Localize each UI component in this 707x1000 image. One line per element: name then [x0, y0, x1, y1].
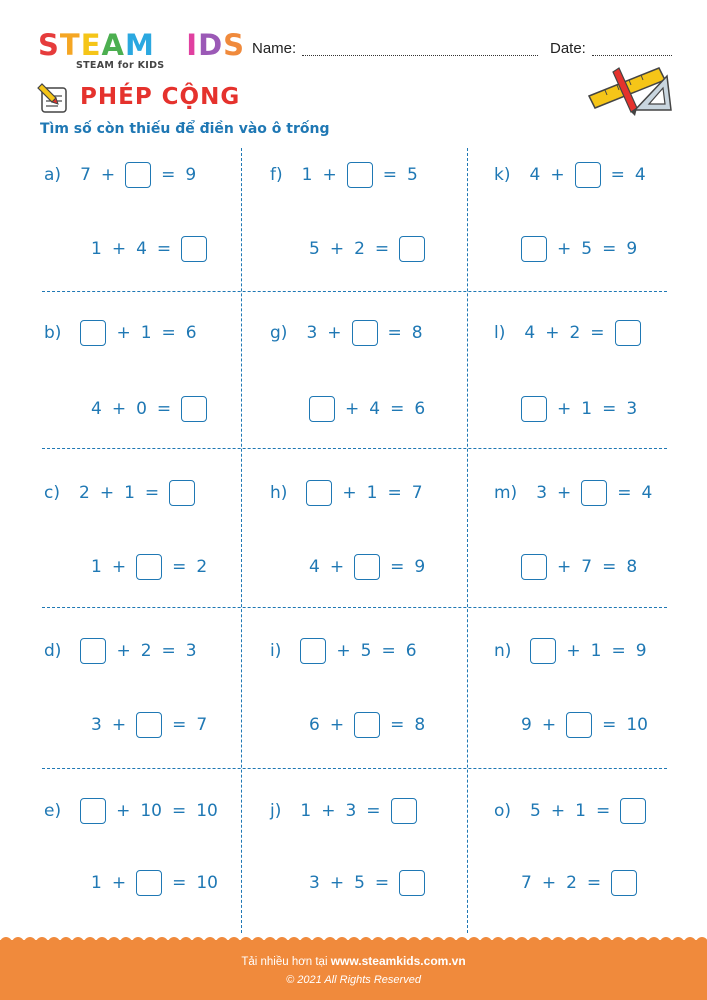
number: 1 [366, 483, 378, 503]
problem-label: a) [44, 165, 62, 185]
equals-sign: = [602, 557, 617, 577]
number: 10 [196, 801, 218, 821]
page-title: PHÉP CỘNG [80, 84, 241, 110]
number: 10 [196, 873, 218, 893]
plus-sign: + [111, 557, 127, 577]
equation-row [516, 234, 642, 264]
number: 2 [140, 641, 152, 661]
answer-box[interactable] [352, 320, 378, 346]
logo-letter: S [223, 28, 246, 62]
equals-sign: = [590, 323, 605, 343]
number: 1 [91, 557, 102, 577]
date-label: Date: [550, 40, 586, 57]
equation-row [44, 160, 201, 190]
problem-label: e) [44, 801, 62, 821]
answer-box[interactable] [575, 162, 601, 188]
answer-box[interactable] [354, 554, 380, 580]
problem-label: k) [494, 165, 511, 185]
number: 5 [309, 239, 320, 259]
equation-row [494, 796, 651, 826]
number: 3 [626, 399, 638, 419]
plus-sign: + [321, 801, 336, 821]
number: 0 [136, 399, 147, 419]
answer-box[interactable] [347, 162, 373, 188]
problem-label: f) [270, 165, 283, 185]
number: 5 [530, 801, 541, 821]
plus-sign: + [111, 715, 127, 735]
logo-letter: E [80, 28, 102, 62]
logo-letter: I [186, 28, 199, 62]
number: 4 [634, 165, 646, 185]
equals-sign: = [390, 399, 405, 419]
number: 1 [300, 801, 312, 821]
ruler-set-square-icon [585, 60, 675, 125]
equation-row [44, 478, 200, 508]
plus-sign: + [116, 801, 131, 821]
equation-row [44, 796, 223, 826]
equals-sign: = [171, 801, 187, 821]
answer-box[interactable] [530, 638, 556, 664]
answer-box[interactable] [181, 396, 207, 422]
equals-sign: = [586, 873, 602, 893]
equals-sign: = [366, 801, 381, 821]
number: 9 [185, 165, 197, 185]
equation-row [86, 868, 223, 898]
equals-sign: = [610, 165, 625, 185]
answer-box[interactable] [136, 870, 162, 896]
answer-box[interactable] [566, 712, 592, 738]
answer-box[interactable] [354, 712, 380, 738]
equation-row [270, 160, 423, 190]
number: 8 [414, 715, 426, 735]
problem-label: j) [270, 801, 282, 821]
instructions: Tìm số còn thiếu để điền vào ô trống [40, 121, 330, 137]
plus-sign: + [557, 483, 572, 503]
equals-sign: = [387, 323, 402, 343]
equals-sign: = [390, 557, 405, 577]
answer-box[interactable] [80, 320, 106, 346]
equals-sign: = [390, 715, 405, 735]
plus-sign: + [100, 165, 116, 185]
plus-sign: + [99, 483, 115, 503]
plus-sign: + [541, 873, 557, 893]
equation-row [270, 478, 428, 508]
number: 10 [626, 715, 648, 735]
number: 7 [196, 715, 208, 735]
equation-row [270, 318, 428, 348]
equation-row [304, 552, 430, 582]
plus-sign: + [342, 483, 357, 503]
answer-box[interactable] [306, 480, 332, 506]
number: 9 [414, 557, 426, 577]
problem-label: n) [494, 641, 512, 661]
number: 6 [185, 323, 197, 343]
equals-sign: = [172, 715, 187, 735]
number: 4 [524, 323, 536, 343]
answer-box[interactable] [620, 798, 646, 824]
equation-row [516, 552, 642, 582]
plus-sign: + [336, 641, 351, 661]
problem-label: o) [494, 801, 512, 821]
plus-sign: + [550, 165, 565, 185]
equals-sign: = [156, 239, 172, 259]
problem-label: d) [44, 641, 62, 661]
equation-row [270, 636, 422, 666]
plus-sign: + [116, 323, 131, 343]
number: 7 [411, 483, 423, 503]
answer-box[interactable] [391, 798, 417, 824]
equation-row [86, 234, 212, 264]
plus-sign: + [329, 239, 345, 259]
equation-row [494, 636, 652, 666]
number: 3 [91, 715, 102, 735]
logo-letter: T [59, 28, 81, 62]
date-field[interactable] [592, 55, 672, 56]
equals-sign: = [602, 399, 617, 419]
equals-sign: = [611, 641, 626, 661]
equals-sign: = [381, 641, 396, 661]
answer-box[interactable] [615, 320, 641, 346]
logo-letter: M [124, 28, 155, 62]
answer-box[interactable] [309, 396, 335, 422]
plus-sign: + [550, 801, 566, 821]
steam-kids-logo [38, 30, 245, 71]
plus-sign: + [329, 557, 345, 577]
logo-subtitle: STEAM for KIDS [76, 60, 165, 71]
number: 3 [306, 323, 318, 343]
number: 9 [521, 715, 532, 735]
equation-row [304, 394, 430, 424]
plus-sign: + [566, 641, 581, 661]
number: 7 [581, 557, 593, 577]
number: 9 [635, 641, 647, 661]
notepad-pencil-icon [36, 82, 76, 121]
number: 2 [196, 557, 208, 577]
equals-sign: = [602, 239, 617, 259]
plus-sign: + [557, 239, 572, 259]
equals-sign: = [156, 399, 172, 419]
equation-row [304, 868, 430, 898]
answer-box[interactable] [521, 396, 547, 422]
logo-title [38, 30, 245, 60]
number: 5 [581, 239, 593, 259]
equation-row [304, 234, 430, 264]
equation-row [516, 394, 642, 424]
number: 3 [345, 801, 357, 821]
footer-copyright: © 2021 All Rights Reserved [286, 974, 421, 986]
number: 3 [536, 483, 548, 503]
row-divider [42, 768, 667, 769]
equals-sign: = [387, 483, 402, 503]
name-label: Name: [252, 40, 297, 57]
plus-sign: + [545, 323, 560, 343]
number: 4 [641, 483, 653, 503]
number: 1 [590, 641, 602, 661]
equals-sign: = [161, 641, 176, 661]
number: 1 [301, 165, 313, 185]
number: 8 [411, 323, 423, 343]
equation-row [86, 394, 212, 424]
plus-sign: + [557, 399, 572, 419]
equals-sign: = [161, 165, 176, 185]
number: 2 [354, 239, 365, 259]
number: 4 [136, 239, 147, 259]
equation-row [304, 710, 430, 740]
problem-label: c) [44, 483, 60, 503]
number: 4 [91, 399, 102, 419]
number: 1 [581, 399, 593, 419]
number: 8 [626, 557, 638, 577]
number: 5 [354, 873, 365, 893]
equation-row [270, 796, 422, 826]
equation-row [494, 478, 657, 508]
logo-letter: S [38, 28, 60, 62]
answer-box[interactable] [80, 638, 106, 664]
equals-sign: = [144, 483, 160, 503]
column-divider [241, 148, 242, 933]
number: 4 [369, 399, 381, 419]
equals-sign: = [172, 873, 187, 893]
answer-box[interactable] [521, 554, 547, 580]
answer-box[interactable] [399, 236, 425, 262]
answer-box[interactable] [136, 554, 162, 580]
number: 4 [529, 165, 541, 185]
number: 9 [626, 239, 638, 259]
footer-link[interactable]: www.steamkids.com.vn [330, 954, 466, 968]
number: 6 [405, 641, 417, 661]
number: 2 [78, 483, 90, 503]
answer-box[interactable] [80, 798, 106, 824]
number: 1 [575, 801, 586, 821]
problem-label: h) [270, 483, 288, 503]
equation-row [494, 160, 651, 190]
equals-sign: = [617, 483, 632, 503]
number: 5 [406, 165, 418, 185]
number: 6 [309, 715, 320, 735]
plus-sign: + [327, 323, 342, 343]
plus-sign: + [541, 715, 557, 735]
logo-letter: K [162, 28, 187, 62]
equation-row [494, 318, 646, 348]
problem-label: i) [270, 641, 282, 661]
number: 3 [309, 873, 320, 893]
plus-sign: + [329, 715, 345, 735]
number: 7 [80, 165, 91, 185]
plus-sign: + [329, 873, 345, 893]
equals-sign: = [382, 165, 397, 185]
problem-label: g) [270, 323, 288, 343]
equals-sign: = [602, 715, 617, 735]
equation-row [44, 318, 202, 348]
name-field[interactable] [302, 55, 538, 56]
footer-prefix: Tải nhiều hơn tại [241, 956, 328, 968]
equation-row [516, 868, 642, 898]
problem-label: b) [44, 323, 62, 343]
equals-sign: = [161, 323, 176, 343]
equation-row [44, 636, 202, 666]
plus-sign: + [111, 399, 127, 419]
plus-sign: + [557, 557, 572, 577]
plus-sign: + [111, 239, 127, 259]
number: 5 [360, 641, 372, 661]
number: 4 [309, 557, 320, 577]
answer-box[interactable] [181, 236, 207, 262]
equals-sign: = [374, 239, 390, 259]
equation-row [86, 552, 212, 582]
logo-letter: D [198, 28, 224, 62]
equation-row [86, 710, 212, 740]
number: 7 [521, 873, 532, 893]
equals-sign: = [374, 873, 390, 893]
row-divider [42, 448, 667, 449]
number: 1 [91, 239, 102, 259]
row-divider [42, 607, 667, 608]
plus-sign: + [322, 165, 337, 185]
number: 2 [569, 323, 581, 343]
row-divider [42, 291, 667, 292]
equals-sign: = [595, 801, 611, 821]
number: 10 [140, 801, 162, 821]
number: 3 [185, 641, 197, 661]
plus-sign: + [116, 641, 131, 661]
number: 2 [566, 873, 577, 893]
number: 1 [91, 873, 102, 893]
column-divider [467, 148, 468, 933]
answer-box[interactable] [136, 712, 162, 738]
problem-label: m) [494, 483, 518, 503]
equals-sign: = [172, 557, 187, 577]
number: 6 [414, 399, 426, 419]
answer-box[interactable] [169, 480, 195, 506]
number: 1 [124, 483, 135, 503]
number: 1 [140, 323, 152, 343]
footer [0, 940, 707, 1000]
answer-box[interactable] [125, 162, 151, 188]
answer-box[interactable] [581, 480, 607, 506]
answer-box[interactable] [300, 638, 326, 664]
plus-sign: + [345, 399, 360, 419]
logo-letter: A [101, 28, 125, 62]
footer-download [0, 954, 707, 968]
problem-label: l) [494, 323, 506, 343]
answer-box[interactable] [399, 870, 425, 896]
answer-box[interactable] [521, 236, 547, 262]
equation-row [516, 710, 653, 740]
plus-sign: + [111, 873, 127, 893]
answer-box[interactable] [611, 870, 637, 896]
